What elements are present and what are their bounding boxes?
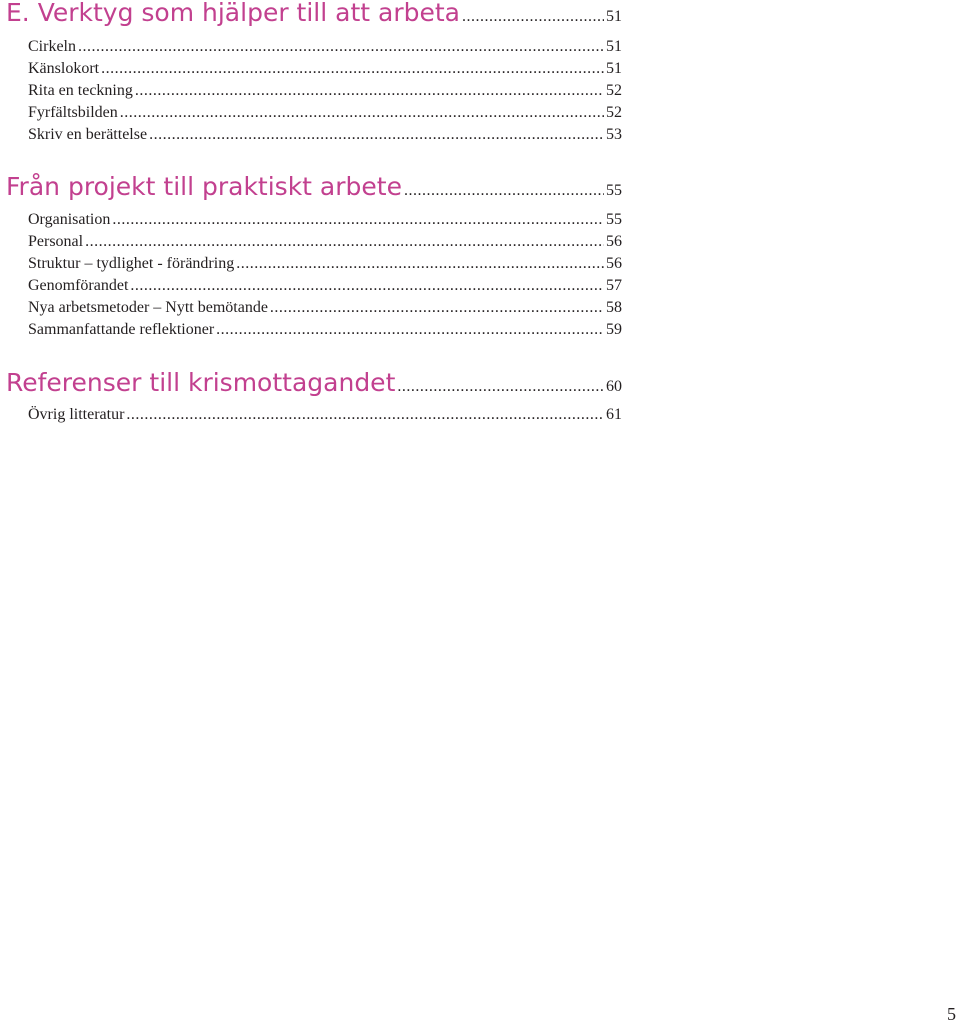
entry-label: Cirkeln	[28, 38, 76, 55]
toc-entry[interactable]	[28, 299, 622, 317]
entry-page: 56	[606, 255, 622, 272]
section-page: 51	[606, 8, 622, 25]
entry-page: 51	[606, 38, 622, 55]
toc-entry[interactable]	[28, 277, 622, 295]
dot-leader	[149, 126, 604, 144]
entry-page: 58	[606, 299, 622, 316]
toc-entry[interactable]	[28, 82, 622, 100]
page-number: 5	[947, 1004, 956, 1024]
dot-leader	[126, 406, 604, 424]
entry-label: Fyrfältsbilden	[28, 104, 118, 121]
entry-page: 56	[606, 233, 622, 250]
entry-label: Genomförandet	[28, 277, 129, 294]
toc-entry[interactable]	[28, 38, 622, 56]
dot-leader	[397, 378, 604, 396]
entry-label: Rita en teckning	[28, 82, 133, 99]
dot-leader	[462, 8, 604, 26]
toc-section-heading[interactable]	[6, 172, 622, 201]
entry-page: 52	[606, 104, 622, 121]
toc-entry[interactable]	[28, 406, 622, 424]
dot-leader	[120, 104, 604, 122]
entry-page: 51	[606, 60, 622, 77]
toc-section-heading[interactable]	[6, 0, 622, 27]
entry-label: Nya arbetsmetoder – Nytt bemötande	[28, 299, 268, 316]
section-page: 55	[606, 182, 622, 199]
toc-entry[interactable]	[28, 321, 622, 339]
entry-page: 61	[606, 406, 622, 423]
dot-leader	[135, 82, 604, 100]
entry-label: Känslokort	[28, 60, 100, 77]
entry-label: Övrig litteratur	[28, 406, 125, 423]
entry-page: 55	[606, 211, 622, 228]
toc-entry[interactable]	[28, 60, 622, 78]
entry-label: Skriv en berättelse	[28, 126, 148, 143]
toc-entry[interactable]	[28, 211, 622, 229]
dot-leader	[78, 38, 604, 56]
entry-label: Struktur – tydlighet - förändring	[28, 255, 235, 272]
toc-entry[interactable]	[28, 104, 622, 122]
section-title: Från projekt till praktiskt arbete	[6, 172, 402, 201]
entry-label: Organisation	[28, 211, 111, 228]
toc-entry[interactable]	[28, 255, 622, 273]
entry-label: Sammanfattande reflektioner	[28, 321, 215, 338]
dot-leader	[85, 233, 604, 251]
dot-leader	[216, 321, 604, 339]
entry-page: 59	[606, 321, 622, 338]
dot-leader	[404, 182, 604, 200]
entry-page: 52	[606, 82, 622, 99]
entry-page: 57	[606, 277, 622, 294]
section-title: E. Verktyg som hjälper till att arbeta	[6, 0, 460, 27]
dot-leader	[270, 299, 604, 317]
section-title: Referenser till krismottagandet	[6, 368, 396, 397]
dot-leader	[112, 211, 604, 229]
entry-label: Personal	[28, 233, 84, 250]
entry-page: 53	[606, 126, 622, 143]
toc-entry[interactable]	[28, 233, 622, 251]
dot-leader	[101, 60, 604, 78]
dot-leader	[130, 277, 604, 295]
toc-entry[interactable]	[28, 126, 622, 144]
section-page: 60	[606, 378, 622, 395]
dot-leader	[236, 255, 604, 273]
toc-section-heading[interactable]	[6, 368, 622, 397]
